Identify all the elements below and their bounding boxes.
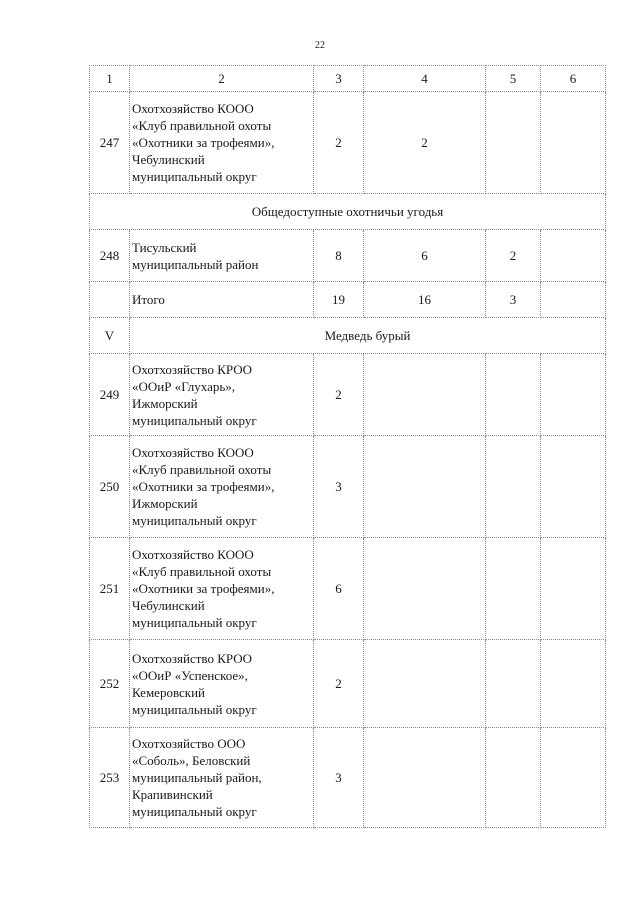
entity-name-line: «Клуб правильной охоты (132, 564, 272, 579)
entity-name-line: «Охотники за трофеями», (132, 479, 275, 494)
value-cell-c4 (364, 354, 486, 436)
value-cell-c5: 2 (486, 230, 541, 282)
value-cell-c4: 16 (364, 282, 486, 318)
value-cell-c3: 3 (314, 728, 364, 828)
entity-name (130, 436, 314, 538)
entity-name (130, 230, 314, 282)
section-title: Медведь бурый (130, 318, 606, 354)
value-cell-c3: 6 (314, 538, 364, 640)
value-cell-c6 (541, 230, 606, 282)
value-cell-c3: 2 (314, 640, 364, 728)
row-number: 252 (90, 640, 130, 728)
entity-name-line: Охотхозяйство КООО (132, 101, 254, 116)
entity-name-line: «Клуб правильной охоты (132, 462, 272, 477)
value-cell-c6 (541, 282, 606, 318)
table-row (90, 436, 606, 538)
entity-name-line: Кемеровский (132, 684, 206, 700)
value-cell-c3: 8 (314, 230, 364, 282)
row-number: 248 (90, 230, 130, 282)
value-cell-c4 (364, 538, 486, 640)
header-cell: 2 (130, 66, 314, 92)
value-cell-c5: 3 (486, 282, 541, 318)
entity-name-line: Охотхозяйство КРОО (132, 650, 253, 666)
section-title: Общедоступные охотничьи угодья (90, 194, 606, 230)
page-number: 22 (315, 40, 325, 51)
entity-name-line: муниципальный округ (132, 804, 257, 819)
value-cell-c4 (364, 728, 486, 828)
entity-name (130, 538, 314, 640)
entity-name-line: Ижморский (132, 395, 198, 411)
entity-name-line: Крапивинский (132, 787, 213, 802)
value-cell-c6 (541, 354, 606, 436)
value-cell-c5 (486, 436, 541, 538)
table-row (90, 640, 606, 728)
value-cell-c6 (541, 436, 606, 538)
header-cell: 4 (364, 66, 486, 92)
entity-name-line: Чебулинский (132, 598, 205, 613)
table-row (90, 92, 606, 194)
row-number: 247 (90, 92, 130, 194)
row-number (90, 282, 130, 318)
value-cell-c4: 6 (364, 230, 486, 282)
table-row (90, 538, 606, 640)
entity-name-line: муниципальный округ (132, 513, 257, 528)
value-cell-c6 (541, 92, 606, 194)
entity-name (130, 728, 314, 828)
entity-name-line: Охотхозяйство ООО (132, 736, 246, 751)
table-row (90, 354, 606, 436)
entity-name-line: муниципальный округ (132, 412, 257, 428)
entity-name-line: «Клуб правильной охоты (132, 118, 272, 133)
row-number: 251 (90, 538, 130, 640)
value-cell-c5 (486, 728, 541, 828)
value-cell-c4: 2 (364, 92, 486, 194)
entity-name-line: «Охотники за трофеями», (132, 135, 275, 150)
section-row (90, 318, 606, 354)
table-row (90, 728, 606, 828)
value-cell-c5 (486, 354, 541, 436)
entity-name-line: Тисульский (132, 239, 197, 255)
value-cell-c5 (486, 92, 541, 194)
entity-name-line: муниципальный район, (132, 770, 262, 785)
value-cell-c5 (486, 640, 541, 728)
header-cell: 6 (541, 66, 606, 92)
entity-name-line: Охотхозяйство КООО (132, 445, 254, 460)
entity-name-line: муниципальный район (132, 256, 259, 272)
section-row (90, 194, 606, 230)
value-cell-c3: 19 (314, 282, 364, 318)
row-number: 250 (90, 436, 130, 538)
value-cell-c6 (541, 640, 606, 728)
header-cell: 3 (314, 66, 364, 92)
value-cell-c6 (541, 728, 606, 828)
row-number: 249 (90, 354, 130, 436)
entity-name-line: «Соболь», Беловский (132, 753, 251, 768)
entity-name (130, 282, 314, 318)
value-cell-c3: 3 (314, 436, 364, 538)
table-row (90, 282, 606, 318)
entity-name-line: Ижморский (132, 496, 198, 511)
value-cell-c4 (364, 640, 486, 728)
entity-name (130, 640, 314, 728)
entity-name-line: Итого (132, 292, 165, 307)
header-cell: 1 (90, 66, 130, 92)
value-cell-c4 (364, 436, 486, 538)
header-cell: 5 (486, 66, 541, 92)
entity-name-line: Охотхозяйство КРОО (132, 361, 253, 377)
entity-name-line: «ООиР «Успенское», (132, 667, 248, 683)
value-cell-c6 (541, 538, 606, 640)
value-cell-c3: 2 (314, 92, 364, 194)
hunting-quota-table (89, 65, 606, 828)
row-number: 253 (90, 728, 130, 828)
entity-name-line: муниципальный округ (132, 169, 257, 184)
table-header-row (90, 66, 606, 92)
entity-name (130, 354, 314, 436)
entity-name-line: Охотхозяйство КООО (132, 547, 254, 562)
table-row (90, 230, 606, 282)
value-cell-c5 (486, 538, 541, 640)
entity-name-line: Чебулинский (132, 152, 205, 167)
entity-name (130, 92, 314, 194)
entity-name-line: муниципальный округ (132, 615, 257, 630)
entity-name-line: «ООиР «Глухарь», (132, 378, 236, 394)
entity-name-line: «Охотники за трофеями», (132, 581, 275, 596)
section-number: V (90, 318, 130, 354)
entity-name-line: муниципальный округ (132, 701, 257, 717)
value-cell-c3: 2 (314, 354, 364, 436)
